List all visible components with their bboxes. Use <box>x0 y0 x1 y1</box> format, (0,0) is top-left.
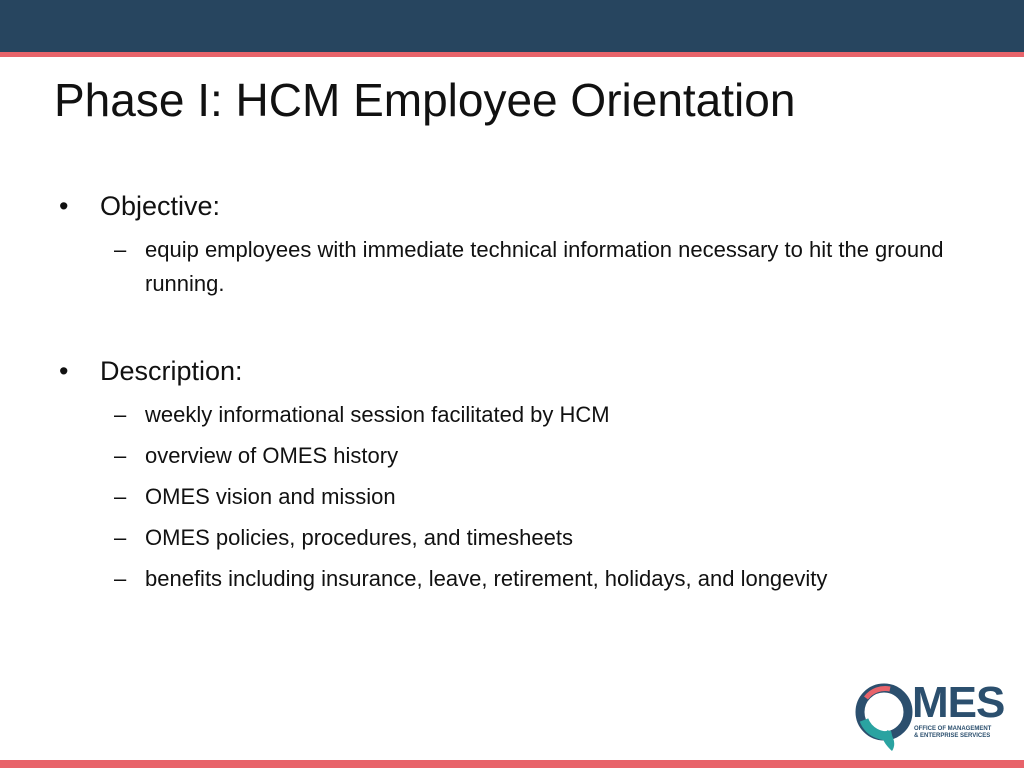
dash-icon: – <box>114 566 127 591</box>
footer-accent-stripe <box>0 760 1024 768</box>
logo-tagline-line2: & ENTERPRISE SERVICES <box>914 733 991 739</box>
omes-swirl-icon <box>852 680 916 752</box>
bullet-label: Description: <box>100 356 243 386</box>
logo-wordmark: MES <box>912 678 1005 727</box>
sub-bullet-text: benefits including insurance, leave, retirement, holidays, and longevity <box>145 566 828 591</box>
dash-icon: – <box>114 443 127 468</box>
dash-icon: – <box>114 402 127 427</box>
sub-bullet-text: weekly informational session facilitated by HCM <box>145 402 610 427</box>
sub-bullet-text: equip employees with immediate technical information necessary to hit the ground running. <box>145 237 944 296</box>
bullet-dot-icon: • <box>59 356 69 386</box>
dash-icon: – <box>114 484 127 509</box>
sub-bullet-text: OMES policies, procedures, and timesheets <box>145 525 573 550</box>
sub-bullet-text: overview of OMES history <box>145 443 399 468</box>
omes-logo <box>852 680 1006 752</box>
dash-icon: – <box>114 237 127 262</box>
dash-icon: – <box>114 525 127 550</box>
logo-tagline <box>914 726 991 740</box>
sub-bullet-text: OMES vision and mission <box>145 484 396 509</box>
slide-title: Phase I: HCM Employee Orientation <box>54 74 796 126</box>
bullet-dot-icon: • <box>59 191 69 221</box>
bullet-label: Objective: <box>100 191 221 221</box>
logo-tagline-line1: OFFICE OF MANAGEMENT <box>914 726 992 732</box>
